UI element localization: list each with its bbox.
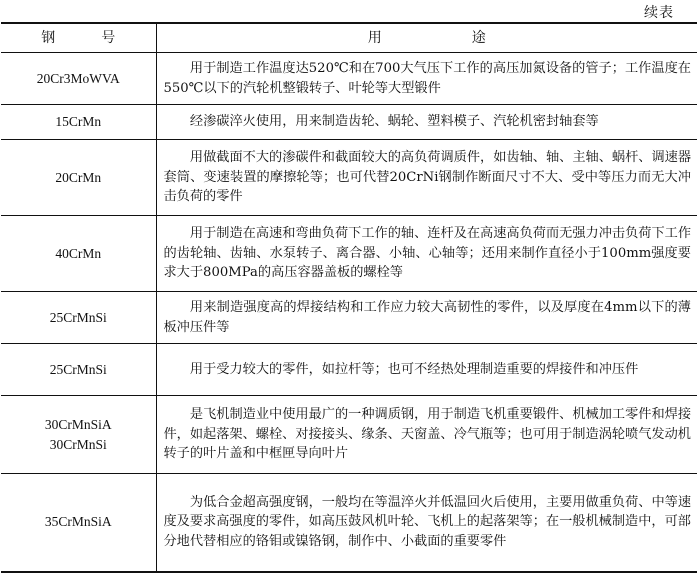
steel-grade-cell	[1, 53, 156, 105]
steel-grade-cell	[1, 344, 156, 396]
usage-cell: 为低合金超高强度钢，一般均在等温淬火并低温回火后使用，主要用做重负荷、中等速度及要求高强度的零件，如高压鼓风机叶轮、飞机上的起落架等；在一般机械制造中，可部分地代替相应的铬钼或镍铬钢，制作中、小截面的重要零件	[156, 474, 697, 572]
table-row	[1, 216, 697, 292]
header-use-char: 用	[367, 29, 382, 46]
usage-cell: 是飞机制造业中使用最广的一种调质钢，用于制造飞机重要锻件、机械加工零件和焊接件，如起落架、螺栓、对接接头、缘条、天窗盖、冷气瓶等；也可用于制造涡轮喷气发动机转子的叶片盖和中框匣导向叶片	[156, 396, 697, 474]
usage-cell: 用做截面不大的渗碳件和截面较大的高负荷调质件，如齿轴、轴、主轴、蜗杆、调速器套筒、变速装置的摩擦轮等；也可代替20CrNi钢制作断面尺寸不大、受中等压力而无大冲击负荷的零件	[156, 140, 697, 216]
table-row	[1, 344, 697, 396]
header-steel-grade	[1, 23, 156, 53]
steel-grade: 25CrMnSi	[49, 309, 107, 325]
header-use-char: 途	[471, 29, 486, 46]
steel-grade: 20Cr3MoWVA	[36, 70, 120, 86]
steel-grade: 40CrMn	[55, 245, 102, 261]
steel-grade-cell	[1, 396, 156, 474]
table-row	[1, 474, 697, 572]
table-row	[1, 53, 697, 105]
header-usage	[156, 23, 697, 53]
steel-grade-cell	[1, 216, 156, 292]
header-grade-char: 钢	[41, 29, 56, 46]
steel-grade-cell	[1, 292, 156, 344]
usage-cell: 用于制造工作温度达520℃和在700大气压下工作的高压加氮设备的管子；工作温度在550℃以下的汽轮机整锻转子、叶轮等大型锻件	[156, 53, 697, 105]
table-header-row	[1, 23, 697, 53]
continued-label: 续表	[644, 5, 674, 21]
steel-grade-cell	[1, 140, 156, 216]
table-row	[1, 105, 697, 140]
steel-grade: 25CrMnSi	[49, 361, 107, 377]
steel-grade-cell	[1, 474, 156, 572]
header-grade-char: 号	[101, 29, 116, 46]
usage-cell: 经渗碳淬火使用，用来制造齿轮、蜗轮、塑料模子、汽轮机密封轴套等	[156, 105, 697, 140]
steel-usage-table	[1, 22, 697, 573]
steel-grade-cell	[1, 105, 156, 140]
steel-grade: 15CrMn	[55, 114, 102, 130]
table-row	[1, 396, 697, 474]
usage-cell: 用来制造强度高的焊接结构和工作应力较大高韧性的零件，以及厚度在4mm以下的薄板冲压件等	[156, 292, 697, 344]
table-row	[1, 292, 697, 344]
steel-grade: 30CrMnSi	[49, 436, 107, 452]
usage-cell: 用于受力较大的零件，如拉杆等；也可不经热处理制造重要的焊接件和冲压件	[156, 344, 697, 396]
steel-grade: 35CrMnSiA	[44, 514, 112, 530]
usage-cell: 用于制造在高速和弯曲负荷下工作的轴、连杆及在高速高负荷而无强力冲击负荷下工作的齿轮轴、齿轴、水泵转子、离合器、小轴、心轴等；还用来制作直径小于100mm强度要求大于800MPa的高压容器盖板的螺栓等	[156, 216, 697, 292]
table-row	[1, 140, 697, 216]
steel-grade: 30CrMnSiA	[44, 416, 112, 432]
steel-grade: 20CrMn	[55, 169, 102, 185]
